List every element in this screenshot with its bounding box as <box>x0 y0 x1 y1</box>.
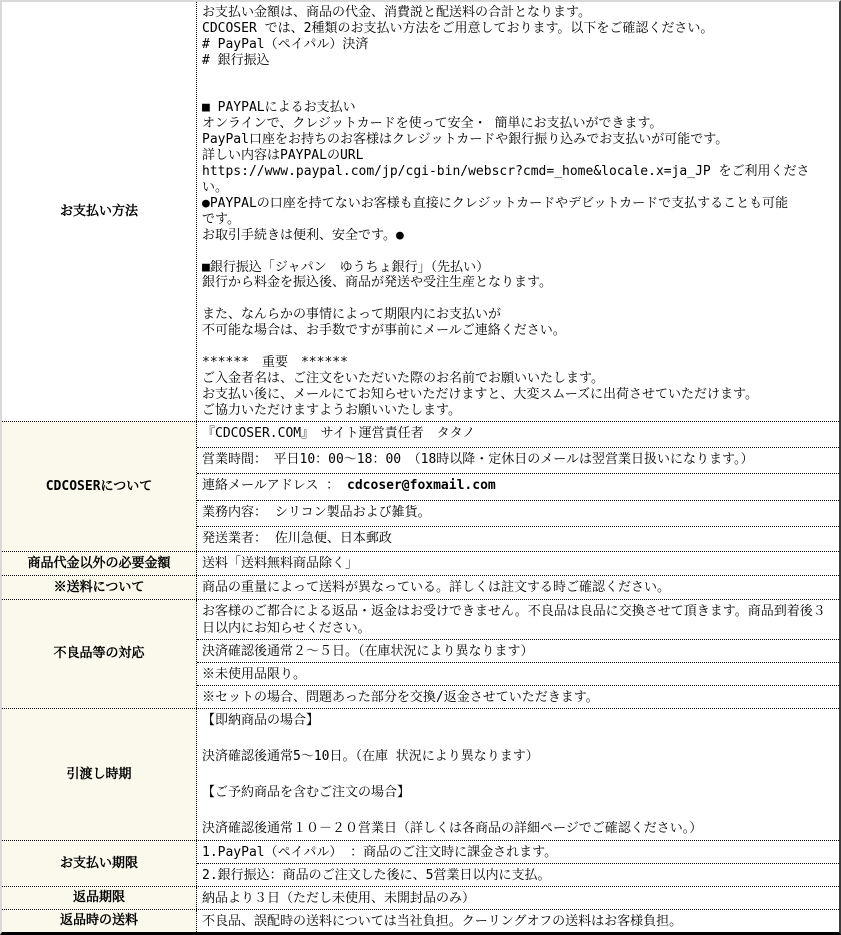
text-line: 【即納商品の場合】 <box>202 712 320 728</box>
text-line: 商品の重量によって送料が異なっている。詳しくは註文する時ご確認ください。 <box>202 579 671 595</box>
text-line: ※未使用品限り。 <box>202 666 307 682</box>
text-line: 決済確認後通常5～10日。（在庫 状況により異なります） <box>202 748 539 764</box>
table-row-extra-fees <box>2 552 839 576</box>
table-row-payment-deadline <box>2 841 839 887</box>
text-line: 不可能な場合は、お手数ですが事前にメールご連絡ください。 <box>202 323 566 339</box>
text-line: 決済確認後通常２～５日。（在庫状況により異なります） <box>202 643 534 659</box>
text-line: お支払い後に、メールにてお知らせいただけますと、大変スムーズに出荷させていただけます。 <box>202 386 759 402</box>
table-row-payment-method <box>2 2 839 422</box>
row-header-defective-items: 不良品等の対応 <box>2 600 197 708</box>
email-address: cdcoser@foxmail.com <box>347 477 496 493</box>
cell <box>197 600 839 640</box>
cell <box>197 910 839 932</box>
table-row-return-shipping <box>2 910 839 932</box>
table-row-defective-items <box>2 600 839 709</box>
text-line: CDCOSER では、2種類のお支払い方法をご用意しております。以下をご確認ください。 <box>202 20 714 36</box>
row-header-payment-deadline: お支払い期限 <box>2 841 197 886</box>
paypal-url-text: https://www.paypal.com/jp/cgi-bin/webscr?cmd=_home&locale.x=ja_JP をご利用ください。 <box>202 164 810 195</box>
table-row-delivery-time <box>2 709 839 841</box>
row-header-payment-method: お支払い方法 <box>2 2 197 421</box>
text-line: お客様のご都合による返品・返金はお受けできません。不良品は良品に交換させて頂きます。商品到着後３日以内にお知らせください。 <box>202 603 826 636</box>
row-content-defective-items <box>197 600 839 708</box>
text-line <box>202 69 835 85</box>
cell <box>197 527 839 551</box>
row-content-payment-deadline <box>197 841 839 886</box>
text-line: 発送業者： 佐川急便、日本郵政 <box>202 530 392 546</box>
row-header-extra-fees: 商品代金以外の必要金額 <box>2 552 197 575</box>
text-line <box>202 244 835 260</box>
cell <box>197 2 839 421</box>
cell <box>197 474 839 501</box>
cell <box>197 686 839 708</box>
row-content-return-shipping <box>197 910 839 932</box>
text-line <box>202 291 835 307</box>
cell <box>197 841 839 864</box>
table-row-about-shipping <box>2 576 839 600</box>
row-header-about-cdcoser: CDCOSERについて <box>2 422 197 551</box>
text-line: 2.銀行振込：商品のご注文した後に、5営業日以内に支払。 <box>202 867 551 883</box>
text-line <box>202 802 835 820</box>
row-header-delivery-time: 引渡し時期 <box>2 709 197 840</box>
text-line: 納品より３日（ただし未使用、未開封品のみ） <box>202 890 476 906</box>
text-line: ご協力いただけますようお願いいたします。 <box>202 402 461 418</box>
cell <box>197 422 839 448</box>
row-content-extra-fees <box>197 552 839 575</box>
text-line: PayPal口座をお持ちのお客様はクレジットカードや銀行振り込みでお支払いが可能です。 <box>202 132 729 148</box>
row-header-return-shipping: 返品時の送料 <box>2 910 197 932</box>
text-line: 送料「送料無料商品除く」 <box>202 555 359 571</box>
cell <box>197 640 839 663</box>
text-line <box>202 766 835 784</box>
text-line <box>202 339 835 355</box>
text-line: 『CDCOSER.COM』 サイト運営責任者 タタノ <box>202 425 476 441</box>
text-line: 決済確認後通常１０－２０営業日（詳しくは各商品の詳細ページでご確認ください。） <box>202 820 703 836</box>
row-content-return-deadline <box>197 887 839 909</box>
text-line: 業務内容： シリコン製品および雑貨。 <box>202 504 431 520</box>
text-line: ****** 重要 ****** <box>202 354 348 370</box>
text-line: お取引手続きは便利、安全です。● <box>202 227 404 243</box>
text-line <box>202 730 835 748</box>
text-line: # 銀行振込 <box>202 52 270 68</box>
cell <box>197 887 839 909</box>
cell <box>197 501 839 527</box>
table-row-about-cdcoser <box>2 422 839 552</box>
text-line: 1.PayPal（ペイパル） ：商品のご注文時に課金されます。 <box>202 844 558 860</box>
row-content-about-cdcoser <box>197 422 839 551</box>
cell <box>197 552 839 575</box>
text-line: ※セットの場合、問題あった部分を交換/返金させていただきます。 <box>202 689 599 705</box>
text-line: 銀行から料金を振込後、商品が発送や受注生産となります。 <box>202 275 552 291</box>
cell <box>197 576 839 599</box>
text-line: ■ PAYPALによるお支払い <box>202 100 356 116</box>
row-header-return-deadline: 返品期限 <box>2 887 197 909</box>
text-line: お支払い金額は、商品の代金、消費説と配送料の合計となります。 <box>202 5 591 20</box>
text-line: です。 <box>202 211 240 227</box>
text-line: 不良品、誤配時の送料については当社負担。クーリングオフの送料はお客様負担。 <box>202 913 683 929</box>
cell <box>197 448 839 474</box>
table-row-return-deadline <box>2 887 839 910</box>
row-content-about-shipping <box>197 576 839 599</box>
text-line: # PayPal（ペイパル）決済 <box>202 36 369 52</box>
row-content-delivery-time <box>197 709 839 840</box>
cell <box>197 864 839 886</box>
text-line: 営業時間： 平日10：00～18：00 （18時以降・定休日のメールは翌営業日扱いになります。） <box>202 451 754 467</box>
text-line: 【ご予約商品を含むご注文の場合】 <box>202 784 411 800</box>
text-line: ご入金者名は、ご注文をいただいた際のお名前でお願いいたします。 <box>202 370 604 386</box>
text-line: 詳しい内容はPAYPALのURL <box>202 148 364 164</box>
text-line: ●PAYPALの口座を持てないお客様も直接にクレジットカードやデビットカードで支払することも可能 <box>202 195 789 211</box>
text-line <box>202 85 835 101</box>
text-fragment: 連絡メールアドレス ： <box>202 477 348 493</box>
text-line: オンラインで、クレジットカードを使って安全・ 簡単にお支払いができます。 <box>202 116 663 132</box>
cell <box>197 663 839 686</box>
row-content-payment-method <box>197 2 839 421</box>
row-header-about-shipping: ※送料について <box>2 576 197 599</box>
cell <box>197 709 839 840</box>
text-line: また、なんらかの事情によって期限内にお支払いが <box>202 307 502 323</box>
text-line: ■銀行振込「ジャパン ゆうちょ銀行」（先払い） <box>202 259 490 275</box>
